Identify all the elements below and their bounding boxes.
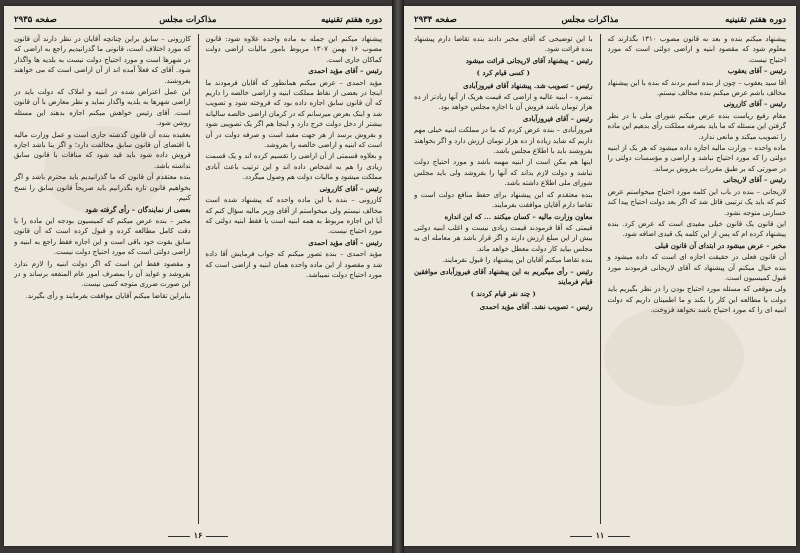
header-page-label: صفحه ۲۹۳۴	[414, 15, 457, 25]
paragraph: اینها هم مکن است از ابنیه مهمه باشد و مورد احتیاج دولت نباشد و دولت لازم بداند که آنها را بفروشد ولی باید مجلس شورای ملی اطلاع داشته باشد.	[414, 158, 593, 188]
speaker-line: رئیس – آقای مؤید احمدی	[308, 67, 382, 76]
header-title: مذاكرات مجلس	[159, 15, 217, 25]
paragraph: مؤید احمدی – عرض میکنم همانطور که آقایان فرمودند ما اینجا در بعضی از نقاط مملکت ابنیه و اراضی خالصه را داریم که آن قانون سابق اجازه داده بود که فروخته شود و تصویب شد و اینک بعرض میرسانم که در کرمان اراضی خالصه سالیانه بیشتر از دخل دولت خرج دارد و اینجا هم اگر یک تصویبی شود و بفروش برسد از هر جهت مفید است و صرفه دولت در آن است که ابنیه و اراضی خالصه را بفروشد.	[205, 78, 382, 150]
book-gutter	[392, 0, 404, 553]
speaker-line: رئیس – آقای مؤید احمدی	[308, 238, 382, 247]
speaker-line: رئیس – آقای فیروزآبادی	[522, 114, 593, 123]
speaker-line: رئیس – رأی میگیریم به این پیشنهاد آقای فیروزآبادی موافقین قیام فرمایند	[414, 267, 593, 286]
column-divider	[198, 34, 199, 524]
right-page-header	[414, 14, 786, 29]
paragraph: قیمتی که آقا فرمودند قیمت زیادی نیست و اغلب ابنیه دولتی بیش از این مبلغ ارزش دارند و اگر قرار باشد هر معامله ای به مجلس بیاید کار دولت معطل خواهد ماند.	[414, 223, 593, 253]
paragraph: مؤید احمدی – بنده تصور میکنم که جواب فرمایش آقا داده شد و مقصود از این ماده واحده همان ابنیه و اراضی است که مورد احتیاج دولت نمیباشد.	[205, 250, 382, 279]
paragraph: با این توضیحی که آقای مخبر دادند بنده تقاضا دارم پیشنهاد بنده قرائت شود.	[414, 35, 593, 54]
speaker-line: مخبر – عرض میشود در ابتدای آن قانون قبلی	[655, 241, 786, 250]
right-page-right-column	[607, 34, 786, 524]
session-note: ( کسی قیام کرد )	[476, 69, 530, 78]
paragraph: فیروزآبادی – بنده عرض کردم که ما در مملکت ابنیه خیلی مهم داریم که شاید زیاده از ده هزار تومان ارزش دارد و اگر بخواهند بفروشند باید با اطلاع مجلس باشد.	[414, 126, 593, 156]
header-session: دوره هفتم تقنينيه	[725, 15, 786, 25]
paragraph: بنده تقاضا میکنم آقایان این پیشنهاد را قبول نفرمایند.	[442, 256, 593, 265]
speaker-line: رئیس – تصویب نشد. آقای مؤید احمدی	[479, 302, 593, 311]
left-page-right-column	[205, 34, 382, 524]
paragraph: تبصره – ابنیه عالیه و اراضی که قیمت هریک از آنها زیادتر از ده هزار تومان باشد فروش آن با اجازه مجلس خواهد بود.	[414, 93, 593, 112]
left-page-columns	[14, 34, 382, 524]
speaker-line: رئیس – تصویب شد. پیشنهاد آقای فیروزآبادی	[463, 81, 593, 90]
column-divider	[600, 34, 601, 524]
speaker-line: رئیس – پیشنهاد آقای لاریجانی قرائت میشود	[465, 56, 593, 65]
speaker-line: معاون وزارت مالیه – کسان میکنند ... که این اندازه	[444, 212, 593, 221]
left-page-left-column	[14, 34, 191, 524]
left-page-header	[14, 14, 382, 29]
speaker-line: رئیس – آقای کازرونی	[319, 184, 382, 193]
paragraph: آن قانون فعلی در حقیقت اجازه ای است که داده میشود و بنده خیال میکنم آن پیشنهاد که آقای لاریجانی فرمودند مورد قبول کمیسیون است.	[607, 253, 786, 282]
header-title: مذاكرات مجلس	[561, 15, 619, 25]
right-page-left-column	[414, 34, 593, 524]
paragraph: پیشنهاد میکنم بنده و بعد به قانون مصوب ۱۳۱۰ بگذارند که معلوم شود که مقصود ابنیه و اراضی دولتی است که مورد احتیاج نیست.	[607, 35, 786, 64]
paragraph: مخبر – بنده عرض میکنم که کمیسیون بودجه این ماده را با دقت کامل مطالعه کرده و قبول کرده است که آن قانون سابق بقوت خود باقی است و این اجازه فقط راجع به ابنیه و اراضی دولتی است که مورد احتیاج دولت نیست.	[14, 216, 191, 257]
paragraph: ماده واحده – وزارت مالیه اجازه داده میشود که هر یک از ابنیه دولتی را که مورد احتیاج نباشد و اراضی و مؤسسات دولتی را در صورتی که بر طبق مقررات بفروش برساند.	[607, 144, 786, 173]
paragraph: کازرونی – سابق براین چنانچه آقایان در نظر دارند آن قانون که مورد اختلاف است، قانونی ما گذرانیدیم راجع به اراضی که در شهرها است و مورد احتیاج دولت نیست به بلدیه ها واگذار شود. آقای که فعلاً آمده اند از آن اراضی است که می خواهند بفروشند.	[14, 35, 191, 85]
paragraph: و بعلاوه قسمتی از آن اراضی را تقسیم کرده اند و یک قسمت زیادی را هم به اشخاص داده اند و این ترتیب باعث آبادی مملکت میشود و مالیات دولت هم وصول میگردد.	[205, 152, 382, 182]
speaker-line: بعضی از نمایندگان – رأی گرفته شود	[85, 205, 191, 214]
right-page-number: ۱۱	[404, 530, 796, 540]
session-note: ( چند نفر قیام کردند )	[470, 290, 536, 299]
right-page-columns	[414, 34, 786, 524]
speaker-line: رئیس – آقای لاریجانی	[723, 176, 786, 185]
paragraph: آقا سید یعقوب – چون از بنده اسم بردند که بنده با این پیشنهاد مخالف باشم عرض میکنم بنده مخالف نیستم.	[607, 78, 786, 98]
paragraph: بنابراین تقاضا میکنم آقایان موافقت بفرمایند و رأی بگیرند.	[25, 291, 191, 300]
paragraph: بعقیده بنده آن قانون گذشته جاری است و عمل وزارت مالیه با اقتضای آن قانون سابق مخالفت دارد؛ و اگر بنا باشد اجازه فروش داده شود باید قید شود که منافات با قانون سابق نداشته باشد.	[14, 130, 191, 170]
paragraph: این قانون یک قانون خیلی مفیدی است که عرض کرد. بنده پیشنهاد کرده ام که پس از این کلمه یک قیدی اضافه شود.	[607, 219, 786, 239]
header-session: دوره هفتم تقنينيه	[321, 15, 382, 25]
paragraph: و مقصود فقط این است که اگر دولت ابنیه را لازم ندارد بفروشد و عواید آن را بمصرف امور عام المنفعه برساند و در این صورت ضرری متوجه کسی نیست.	[14, 259, 191, 289]
paragraph: این عمل اعتراض شده در ابنیه و املاک که دولت باید در اراضی شهرها به بلدیه واگذار نماید و نظر معارض با آن قانون است. آقای رئیس خواهش میکنم اجازه بدهند این مسئله روشن شود.	[14, 88, 191, 128]
paragraph: بنده معتقدم آن قانون که ما گذرانیدیم باید محترم باشد و اگر بخواهیم قانون تازه بگذرانیم باید صریحاً قانون سابق را نسخ کنیم.	[14, 173, 191, 203]
paragraph: لاریجانی – بنده در باب این کلمه مورد احتیاج میخواستم عرض کنم که باید یک ترتیبی قائل شد که اگر بعد دولت احتیاج پیدا کند خسارتی متوجه نشود.	[607, 187, 786, 217]
right-page	[404, 6, 796, 546]
header-page-label: صفحه ۲۹۳۵	[14, 15, 57, 25]
paragraph: ولی موقعی که مسئله مورد احتیاج بودن را در نظر بگیریم باید دولت با مطالعه این کار را بکند و ما اطمینان داریم که دولت ابنیه ای را که مورد احتیاج باشد نخواهد فروخت.	[607, 285, 786, 315]
speaker-line: رئیس – آقای یعقوب	[727, 67, 786, 76]
paragraph: بنده معتقدم که این پیشنهاد برای حفظ منافع دولت است و تقاضا دارم آقایان موافقت بفرمایند.	[414, 190, 593, 210]
left-page-number: ۱۶	[4, 530, 392, 540]
paragraph: مقام رفیع ریاست بنده عرض میکنم شورای ملی با در نظر گرفتن این مسئله که ما باید بصرفه مملکت رأی بدهیم این ماده را تصویب میکند و مانعی ندارد.	[607, 111, 786, 141]
left-page	[4, 6, 392, 546]
paragraph: کازرونی – بنده با این ماده واحده که پیشنهاد شده است مخالف نیستم ولی میخواستم از آقای وزیر مالیه سؤال کنم که آیا این اجازه مربوط به همه ابنیه است یا فقط ابنیه دولتی که مورد احتیاج نیست.	[205, 196, 382, 236]
speaker-line: رئیس – آقای کازرونی	[723, 100, 786, 109]
paragraph: پیشنهاد میکنم این جمله به ماده واحده علاوه شود: قانون مصوب ۱۶ بهمن ۱۳۰۷ مربوط بامور مالیات اراضی دولت کماکان جاری است.	[205, 35, 382, 64]
